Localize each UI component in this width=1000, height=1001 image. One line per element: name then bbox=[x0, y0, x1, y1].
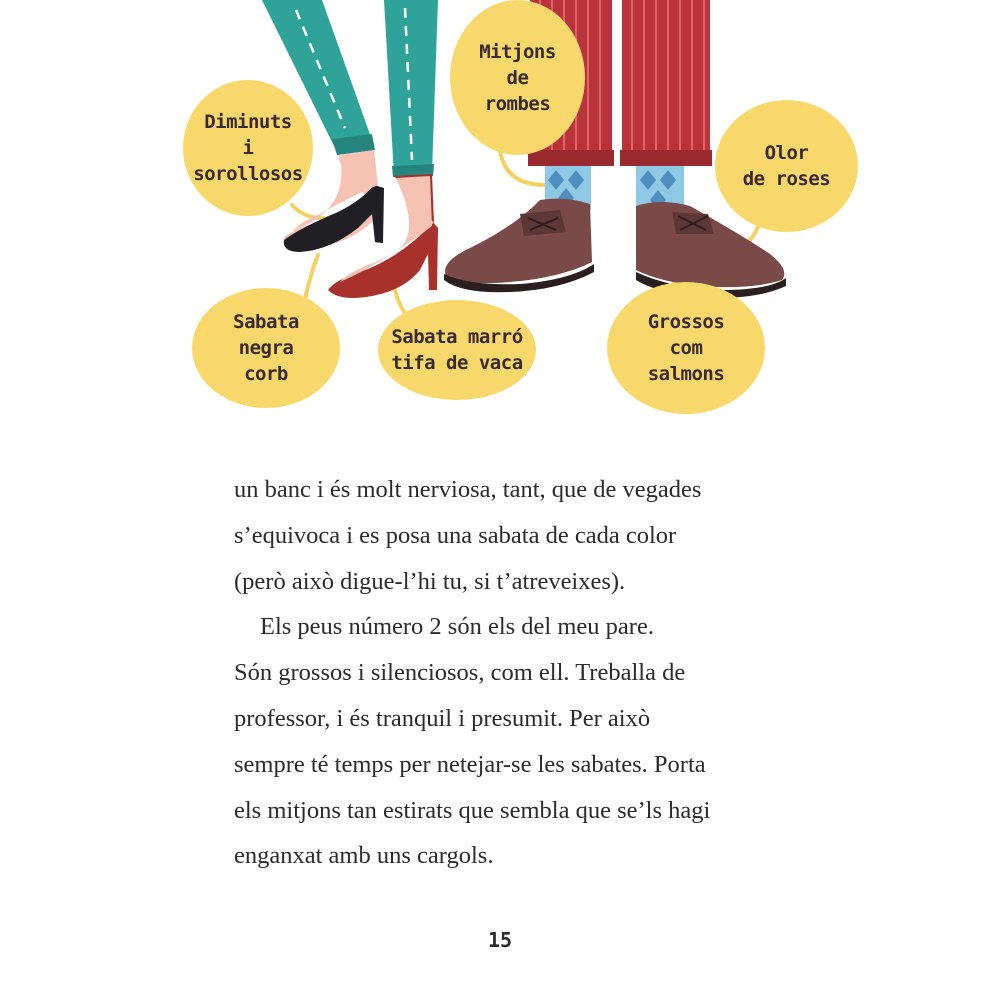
bubble-grossos bbox=[607, 282, 765, 414]
bubble-sabata-marro-label: Sabata marró tifa de vaca bbox=[391, 326, 523, 374]
bubble-sabata-negra bbox=[192, 288, 340, 408]
bubble-diminuts-label: Diminuts i sorollosos bbox=[193, 111, 303, 185]
bubble-mitjons bbox=[450, 0, 585, 155]
page-number: 15 bbox=[487, 928, 513, 952]
paragraph-2: Els peus número 2 són els del meu pare. Són grossos i silenciosos, com ell. Treballa de professor, i és tranquil i presumit. Per això sempre té temps per netejar-se les sabates. Porta els mitjons tan estirats que sembla que se’ls hagi enganxat amb uns cargols. bbox=[234, 613, 711, 870]
illustration bbox=[0, 0, 1000, 420]
brown-shoes bbox=[444, 199, 786, 298]
bubble-olor bbox=[715, 100, 858, 232]
bubble-olor-label: Olor de roses bbox=[742, 142, 831, 190]
bubble-sabata-negra-label: Sabata negra corb bbox=[233, 311, 299, 385]
body-text bbox=[234, 467, 774, 879]
bubble-sabata-marro bbox=[378, 300, 536, 400]
paragraph-1: un banc i és molt nerviosa, tant, que de vegades s’equivoca i es posa una sabata de cada color (però això digue-l’hi tu, si t’atreveixes). bbox=[234, 476, 702, 595]
bubble-grossos-label: Grossos com salmons bbox=[647, 311, 725, 385]
bubble-diminuts bbox=[183, 80, 313, 216]
bubble-mitjons-label: Mitjons de rombes bbox=[479, 40, 556, 115]
